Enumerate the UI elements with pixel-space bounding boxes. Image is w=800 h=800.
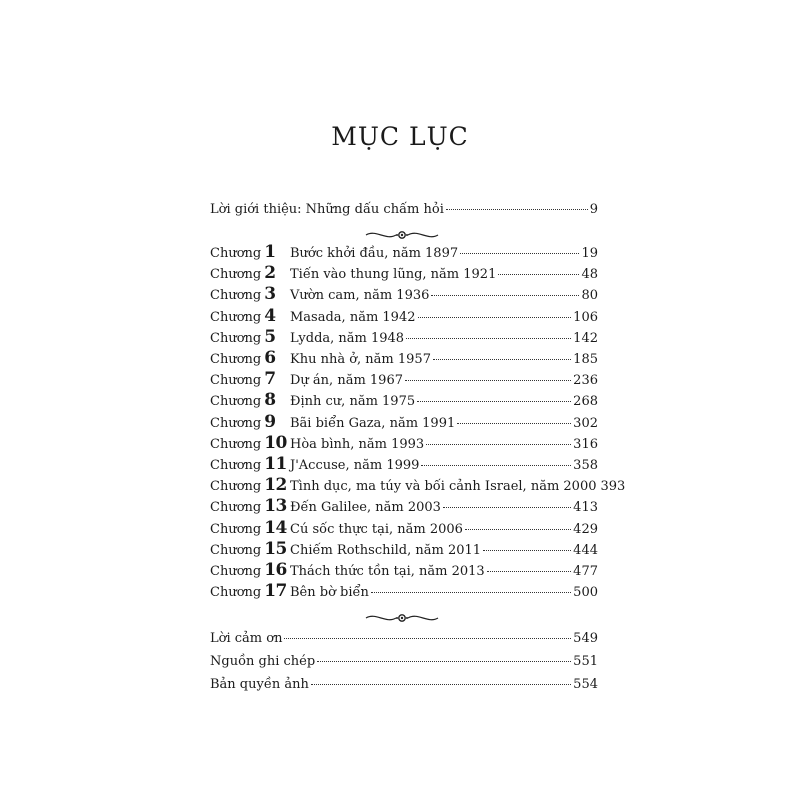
toc-entry-label: Bên bờ biển: [290, 585, 369, 601]
chapter-word: Chương: [210, 267, 262, 283]
toc-entry-label: Dự án, năm 1967: [290, 373, 403, 389]
toc-entry-chapter: [210, 326, 598, 348]
chapter-word: Chương: [210, 542, 262, 558]
toc-entry-label: Nguồn ghi chép: [210, 654, 316, 669]
toc-entry-page: 302: [573, 415, 598, 431]
chapter-word: Chương: [210, 246, 262, 261]
toc-entry-label: Khu nhà ở, năm 1957: [290, 352, 431, 367]
chapter-word: Chương: [210, 415, 262, 431]
toc-entry-page: 185: [573, 352, 598, 367]
toc-entry-page: 429: [573, 521, 598, 537]
chapter-word: Chương: [210, 352, 262, 367]
toc-entry-label: Masada, năm 1942: [290, 309, 416, 325]
toc-entry-page: 9: [589, 202, 598, 217]
toc-entry-back-matter: [210, 628, 598, 650]
toc-entry-chapter: [210, 283, 598, 305]
toc-entry-label: Vườn cam, năm 1936: [290, 288, 430, 304]
chapter-number: 10: [264, 432, 287, 453]
toc-entry-label: Tiến vào thung lũng, năm 1921: [290, 267, 497, 283]
dot-leader: [460, 253, 579, 254]
toc-entry-label: Bước khởi đầu, năm 1897: [290, 246, 459, 261]
chapter-number: 7: [264, 369, 276, 390]
toc-entry-page: 393: [600, 479, 626, 495]
chapter-number: 9: [264, 411, 276, 432]
dot-leader: [487, 571, 571, 572]
chapter-word: Chương: [210, 394, 262, 410]
chapter-number: 8: [264, 390, 276, 411]
chapter-number: 15: [264, 538, 287, 559]
toc-entry-label: Thách thức tồn tại, năm 2013: [290, 564, 485, 579]
chapter-number: 13: [264, 496, 287, 517]
chapter-number: 1: [264, 242, 276, 262]
toc-entry-label: Cú sốc thực tại, năm 2006: [290, 521, 463, 537]
dot-leader: [371, 592, 571, 593]
chapter-number: 12: [264, 475, 287, 496]
toc-entry-page: 500: [573, 585, 598, 601]
chapter-word: Chương: [210, 330, 262, 346]
toc-entry-chapter: [210, 305, 598, 327]
toc-entry-back-matter: [210, 651, 598, 673]
chapter-word: Chương: [210, 585, 262, 601]
toc-entry-label: Lời giới thiệu: Những dấu chấm hỏi: [210, 202, 444, 217]
toc-entry-label: J'Accuse, năm 1999: [290, 458, 420, 473]
chapter-word: Chương: [210, 436, 262, 452]
dot-leader: [405, 380, 571, 381]
toc-entry-chapter: [210, 432, 598, 454]
toc-entry-label: Lydda, năm 1948: [290, 330, 405, 346]
dot-leader: [465, 529, 571, 530]
toc-entry-intro: [210, 199, 598, 221]
chapter-number: 17: [264, 581, 287, 602]
toc-entry-label: Tình dục, ma túy và bối cảnh Israel, năm 2000: [290, 479, 597, 495]
chapter-word: Chương: [210, 373, 262, 389]
dot-leader: [483, 550, 571, 551]
toc-entry-page: 236: [573, 373, 598, 389]
chapter-word: Chương: [210, 288, 262, 304]
chapter-word: Chương: [210, 479, 262, 495]
chapter-number: 11: [264, 454, 287, 474]
dot-leader: [433, 359, 571, 360]
toc-entry-chapter: [210, 347, 598, 369]
chapter-number: 5: [264, 326, 276, 347]
toc-entry-chapter: [210, 241, 598, 263]
toc-entry-page: 268: [573, 394, 598, 410]
toc-entry-page: 80: [581, 288, 598, 304]
toc-entry-page: 477: [573, 564, 598, 579]
toc-entry-page: 142: [573, 330, 598, 346]
toc-entry-chapter: [210, 517, 598, 539]
toc-entry-page: 19: [581, 246, 598, 261]
dot-leader: [457, 423, 571, 424]
toc-entry-chapter: [210, 495, 598, 517]
toc-entry-label: Bãi biển Gaza, năm 1991: [290, 415, 456, 431]
toc-entry-label: Bản quyền ảnh: [210, 677, 309, 692]
dot-leader: [417, 401, 571, 402]
chapter-number: 14: [264, 517, 287, 538]
toc-entry-chapter: [210, 559, 598, 581]
chapter-number: 3: [264, 284, 276, 305]
dot-leader: [431, 295, 579, 296]
dot-leader: [446, 209, 588, 210]
toc-entry-page: 316: [573, 436, 598, 452]
chapter-prefix: [210, 580, 290, 604]
toc-entry-page: 549: [573, 631, 598, 646]
toc-entry-chapter: [210, 538, 598, 560]
toc-entry-page: 554: [573, 677, 598, 692]
toc-entry-chapter: [210, 453, 598, 475]
dot-leader: [311, 684, 571, 685]
toc-entry-chapter: [210, 368, 598, 390]
dot-leader: [443, 507, 571, 508]
dot-leader: [498, 274, 579, 275]
toc-entry-chapter: [210, 262, 598, 284]
dot-leader: [284, 638, 571, 639]
toc-entry-label: Chiếm Rothschild, năm 2011: [290, 542, 482, 558]
toc-entry-chapter: [210, 474, 626, 496]
dot-leader: [418, 317, 572, 318]
toc-entry-chapter: [210, 580, 598, 602]
dot-leader: [426, 444, 571, 445]
toc-entry-page: 48: [581, 267, 598, 283]
toc-entry-page: 106: [573, 309, 598, 325]
chapter-number: 4: [264, 305, 276, 326]
toc-entry-page: 551: [573, 654, 598, 669]
toc-entry-label: Định cư, năm 1975: [290, 394, 416, 410]
chapter-number: 16: [264, 560, 287, 580]
dot-leader: [317, 661, 571, 662]
toc-entry-chapter: [210, 411, 598, 433]
dot-leader: [406, 338, 571, 339]
toc-entry-page: 413: [573, 500, 598, 516]
toc-entry-chapter: [210, 389, 598, 411]
toc-entry-back-matter: [210, 674, 598, 696]
dot-leader: [421, 465, 571, 466]
chapter-word: Chương: [210, 521, 262, 537]
page-title: MỤC LỤC: [331, 122, 469, 151]
chapter-word: Chương: [210, 458, 262, 473]
toc-entry-label: Hòa bình, năm 1993: [290, 436, 425, 452]
chapter-number: 6: [264, 348, 276, 368]
toc-entry-page: 444: [573, 542, 598, 558]
flourish-ornament-icon: [362, 228, 442, 242]
chapter-number: 2: [264, 263, 276, 284]
chapter-word: Chương: [210, 500, 262, 516]
toc-entry-page: 358: [573, 458, 598, 473]
flourish-ornament-icon: [362, 611, 442, 625]
chapter-word: Chương: [210, 309, 262, 325]
toc-entry-label: Đến Galilee, năm 2003: [290, 500, 441, 516]
chapter-word: Chương: [210, 564, 262, 579]
toc-entry-label: Lời cảm ơn: [210, 631, 283, 646]
